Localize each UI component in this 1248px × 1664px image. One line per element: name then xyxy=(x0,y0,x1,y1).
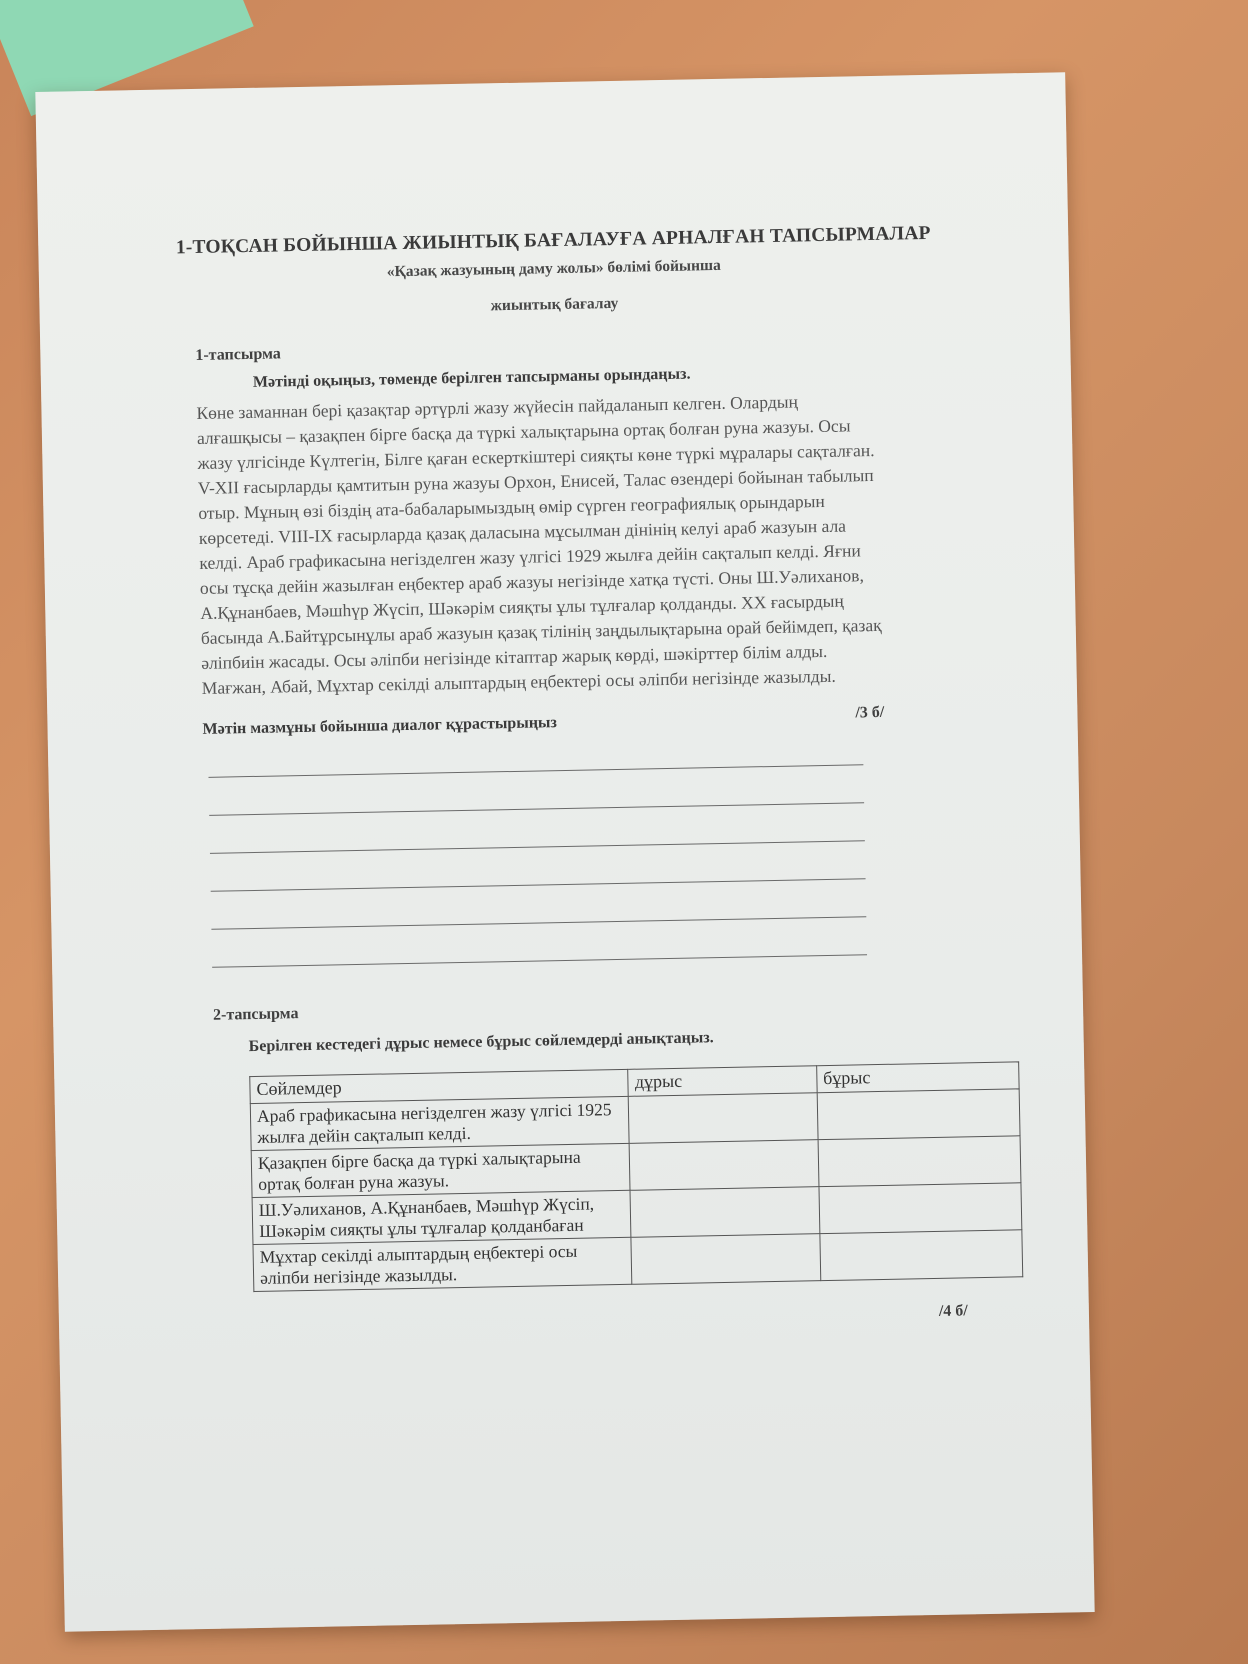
task1-heading: 1-тапсырма xyxy=(195,345,281,365)
incorrect-answer-cell[interactable] xyxy=(819,1183,1022,1234)
passage-line: жазу үлгісінде Күлтегін, Білге қаған ескерткіштері сияқты көне түркі мұралары сақталған. xyxy=(197,439,875,473)
incorrect-answer-cell[interactable] xyxy=(817,1089,1020,1140)
task2-instruction: Берілген кестедегі дұрыс немесе бұрыс сөйлемдерді анықтаңыз. xyxy=(248,1029,714,1056)
section-subtitle: «Қазақ жазуының даму жолы» бөлімі бойынша xyxy=(386,256,721,281)
worksheet-page xyxy=(35,72,1094,1631)
header-incorrect: бұрыс xyxy=(816,1062,1019,1093)
correct-answer-cell[interactable] xyxy=(630,1187,819,1238)
passage-line: осы тұсқа дейін жазылған еңбектер араб жазуы негізінде хатқа түсті. Оны Ш.Уәлиханов, xyxy=(199,565,865,598)
passage-line: А.Құнанбаев, Мәшһүр Жүсіп, Шәкәрім сияқты ұлы тұлғалар қолданды. XX ғасырдың xyxy=(200,590,844,623)
worksheet-title: 1-ТОҚСАН БОЙЫНША ЖИЫНТЫҚ БАҒАЛАУҒА АРНАЛҒАН ТАПСЫРМАЛАР xyxy=(175,222,931,259)
answer-line[interactable] xyxy=(209,802,864,816)
answer-line[interactable] xyxy=(208,764,863,778)
passage-line: келді. Араб графикасына негізделген жазу үлгісі 1929 жылға дейін сақталып келді. Яғни xyxy=(199,540,861,573)
task1-question: Мәтін мазмұны бойынша диалог құрастырыңыз xyxy=(202,714,558,738)
passage-line: көрсетеді. VIII-IX ғасырларда қазақ даласына мұсылман дінінің келуі араб жазуын ала xyxy=(198,515,847,548)
passage-line: Мағжан, Абай, Мұхтар секілді алыптардың еңбектері осы әліпби негізінде жазылды. xyxy=(201,665,836,698)
true-false-table xyxy=(249,1061,1023,1292)
answer-line[interactable] xyxy=(212,954,867,968)
statement-cell: Араб графикасына негізделген жазу үлгісі 1925 жылға дейін сақталып келді. xyxy=(250,1096,629,1150)
statement-cell: Ш.Уәлиханов, А.Құнанбаев, Мәшһүр Жүсіп, Шәкәрім сияқты ұлы тұлғалар қолданбаған xyxy=(252,1190,631,1244)
assessment-subtitle: жиынтық бағалау xyxy=(490,294,619,315)
passage-line: алғашқысы – қазақпен бірге басқа да түркі халықтарына ортақ болған руна жазуы. Осы xyxy=(196,415,851,448)
passage-line: басында А.Байтұрсынұлы араб жазуын қазақ тілінің заңдылықтарына орай бейімдеп, қазақ xyxy=(200,614,882,648)
passage-line: отыр. Мұның өзі біздің ата-бабаларымыздың өмір сүрген географиялық орындарын xyxy=(198,490,825,523)
reading-passage xyxy=(196,386,992,701)
correct-answer-cell[interactable] xyxy=(630,1140,819,1191)
header-correct: дұрыс xyxy=(628,1066,817,1097)
statement-cell: Мұхтар секілді алыптардың еңбектері осы әліпби негізінде жазылды. xyxy=(253,1237,632,1291)
statement-cell: Қазақпен бірге басқа да түркі халықтарына ортақ болған руна жазуы. xyxy=(251,1143,630,1197)
correct-answer-cell[interactable] xyxy=(631,1234,820,1285)
answer-line[interactable] xyxy=(211,878,866,892)
incorrect-answer-cell[interactable] xyxy=(820,1230,1023,1281)
passage-line: әліпбиін жасады. Осы әліпби негізінде кітаптар жарық көрді, шәкірттер білім алды. xyxy=(201,640,828,673)
incorrect-answer-cell[interactable] xyxy=(818,1136,1021,1187)
passage-line: V-XII ғасырларды қамтитын руна жазуы Орхон, Енисей, Талас өзендері бойынан табылып xyxy=(197,465,874,498)
task1-points: /3 б/ xyxy=(855,703,885,722)
passage-line: Көне заманнан бері қазақтар әртүрлі жазу жүйесін пайдаланып келген. Олардың xyxy=(196,391,799,423)
correct-answer-cell[interactable] xyxy=(629,1093,818,1144)
task2-heading: 2-тапсырма xyxy=(212,1005,299,1024)
task2-points: /4 б/ xyxy=(938,1302,968,1320)
answer-line[interactable] xyxy=(210,840,865,854)
answer-line[interactable] xyxy=(211,916,866,930)
task1-instruction: Мәтінді оқыңыз, төменде берілген тапсырманы орындаңыз. xyxy=(252,365,691,391)
header-statements: Сөйлемдер xyxy=(250,1069,629,1103)
